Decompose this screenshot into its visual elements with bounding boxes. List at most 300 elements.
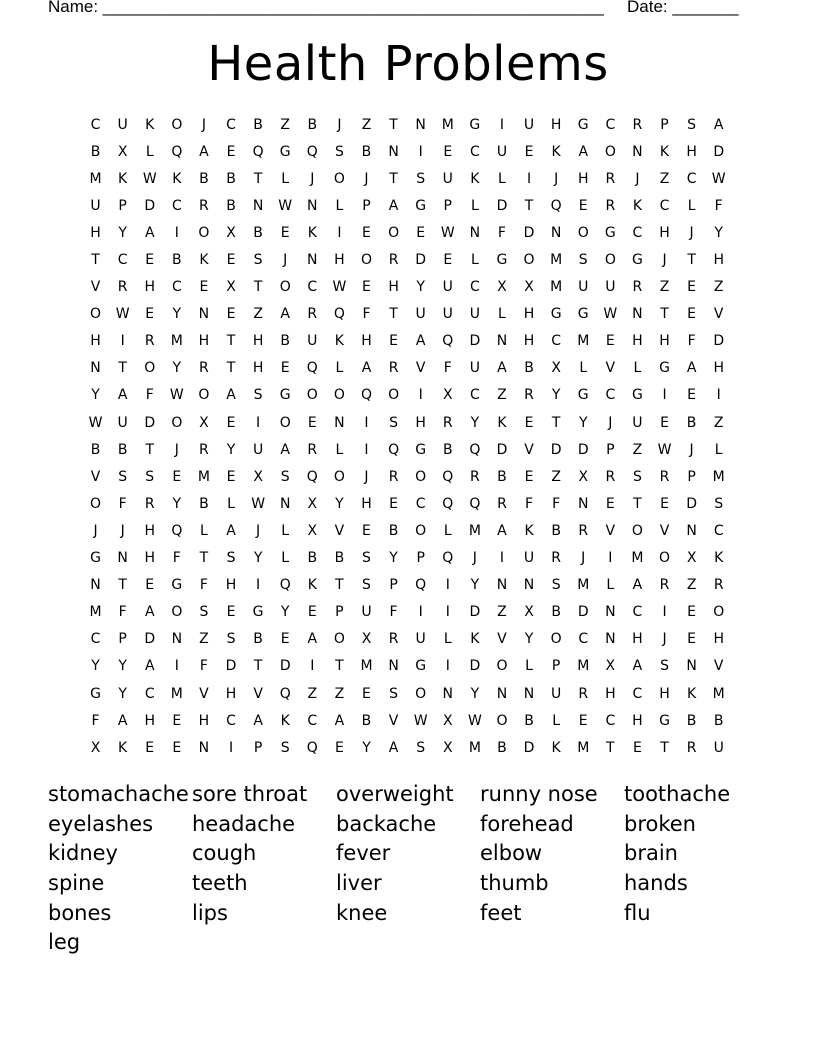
grid-letter: Q xyxy=(306,143,318,160)
grid-letter: P xyxy=(118,197,127,214)
grid-letter: B xyxy=(117,441,128,458)
grid-letter: H xyxy=(659,224,670,241)
grid-letter: H xyxy=(225,685,237,702)
grid-letter: U xyxy=(605,279,616,296)
grid-letter: D xyxy=(469,658,481,675)
grid-letter: E xyxy=(687,306,697,323)
grid-letter: N xyxy=(90,577,101,594)
grid-letter: I xyxy=(418,387,423,404)
grid-letter: K xyxy=(632,197,643,214)
grid-letter: Y xyxy=(524,631,534,648)
grid-letter: B xyxy=(361,143,372,160)
grid-letter: F xyxy=(172,550,181,567)
grid-letter: Y xyxy=(335,495,344,512)
grid-letter: C xyxy=(605,116,616,133)
grid-letter: G xyxy=(659,712,670,729)
grid-letter: J xyxy=(662,252,667,269)
grid-letter: K xyxy=(497,414,507,431)
grid-letter: B xyxy=(90,441,101,458)
grid-letter: S xyxy=(632,468,642,485)
grid-letter: Y xyxy=(172,495,182,512)
grid-letter: R xyxy=(497,495,507,512)
grid-letter: T xyxy=(524,197,534,214)
word-bank-item: feet xyxy=(480,900,522,925)
grid-letter: T xyxy=(660,306,669,323)
grid-letter: W xyxy=(413,712,428,729)
grid-letter: R xyxy=(605,468,616,485)
grid-letter: M xyxy=(577,333,590,350)
grid-letter: E xyxy=(416,224,426,241)
grid-letter: C xyxy=(659,197,670,214)
grid-letter: O xyxy=(659,550,671,567)
grid-letter: H xyxy=(550,116,562,133)
grid-letter: D xyxy=(523,739,535,756)
word-bank-item: lips xyxy=(192,900,228,925)
grid-letter: E xyxy=(660,495,669,512)
grid-letter: Y xyxy=(578,414,588,431)
grid-letter: O xyxy=(171,604,183,621)
grid-letter: E xyxy=(578,197,588,214)
grid-letter: H xyxy=(632,712,643,729)
grid-letter: C xyxy=(632,224,643,241)
grid-letter: O xyxy=(171,116,183,133)
grid-letter: T xyxy=(253,170,263,187)
grid-letter: Q xyxy=(306,468,318,485)
grid-letter: Q xyxy=(550,197,562,214)
grid-letter: A xyxy=(497,360,507,377)
grid-letter: J xyxy=(472,550,477,567)
grid-letter: K xyxy=(659,143,670,160)
grid-letter: Z xyxy=(659,170,670,187)
grid-letter: Y xyxy=(172,360,182,377)
grid-letter: P xyxy=(660,116,669,133)
grid-letter: H xyxy=(334,252,345,269)
grid-letter: O xyxy=(388,224,400,241)
grid-letter: V xyxy=(605,360,616,377)
grid-letter: Q xyxy=(171,143,183,160)
grid-letter: Y xyxy=(226,441,236,458)
grid-letter: K xyxy=(118,170,128,187)
grid-letter: I xyxy=(662,604,667,621)
grid-letter: H xyxy=(144,522,155,539)
grid-letter: S xyxy=(389,685,399,702)
grid-letter: I xyxy=(445,604,450,621)
grid-letter: L xyxy=(606,577,615,594)
grid-letter: O xyxy=(604,252,616,269)
grid-letter: P xyxy=(606,441,615,458)
grid-letter: B xyxy=(253,631,263,648)
grid-letter: W xyxy=(467,712,482,729)
grid-letter: Q xyxy=(252,143,264,160)
grid-letter: M xyxy=(631,550,644,567)
grid-letter: D xyxy=(686,495,697,512)
word-bank-item: backache xyxy=(336,811,437,836)
grid-letter: O xyxy=(577,224,589,241)
grid-letter: B xyxy=(172,252,182,269)
grid-letter: N xyxy=(117,550,128,567)
grid-letter: Q xyxy=(171,522,183,539)
grid-letter: C xyxy=(578,631,589,648)
grid-letter: X xyxy=(686,550,697,567)
word-bank-item: teeth xyxy=(192,871,248,896)
grid-letter: E xyxy=(362,522,371,539)
grid-letter: O xyxy=(550,631,562,648)
grid-letter: T xyxy=(335,577,344,594)
grid-letter: T xyxy=(389,170,398,187)
grid-letter: R xyxy=(605,170,616,187)
grid-letter: N xyxy=(388,143,399,160)
grid-letter: U xyxy=(523,116,535,133)
grid-letter: Q xyxy=(279,577,291,594)
grid-letter: C xyxy=(632,604,643,621)
grid-letter: Y xyxy=(118,658,127,675)
grid-letter: J xyxy=(662,631,667,648)
grid-letter: E xyxy=(145,739,155,756)
grid-letter: E xyxy=(687,387,697,404)
grid-letter: D xyxy=(415,252,427,269)
grid-letter: J xyxy=(581,550,586,567)
grid-letter: H xyxy=(659,685,670,702)
word-bank-item: hands xyxy=(624,871,688,896)
grid-letter: C xyxy=(226,116,236,133)
grid-letter: U xyxy=(632,414,643,431)
grid-letter: R xyxy=(144,333,155,350)
grid-letter: W xyxy=(440,224,455,241)
grid-letter: N xyxy=(686,658,697,675)
grid-letter: J xyxy=(256,522,261,539)
grid-letter: L xyxy=(443,631,452,648)
grid-letter: U xyxy=(713,739,724,756)
grid-letter: C xyxy=(605,387,616,404)
word-bank-item: eyelashes xyxy=(48,811,154,836)
grid-letter: B xyxy=(388,522,399,539)
grid-letter: J xyxy=(93,522,98,539)
word-bank-item: flu xyxy=(624,900,651,925)
grid-letter: D xyxy=(496,197,508,214)
word-bank-item: kidney xyxy=(48,841,118,866)
grid-letter: I xyxy=(418,143,423,160)
grid-letter: H xyxy=(577,170,589,187)
grid-letter: O xyxy=(333,631,345,648)
grid-letter: U xyxy=(361,604,372,621)
word-bank-item: cough xyxy=(192,841,257,866)
grid-letter: B xyxy=(551,604,561,621)
grid-letter: T xyxy=(226,360,236,377)
grid-letter: I xyxy=(526,170,532,187)
grid-letter: E xyxy=(226,143,236,160)
grid-letter: A xyxy=(226,387,236,404)
grid-letter: O xyxy=(90,495,102,512)
grid-letter: E xyxy=(226,414,236,431)
grid-letter: X xyxy=(90,739,101,756)
grid-letter: R xyxy=(199,197,209,214)
grid-letter: X xyxy=(199,414,209,431)
grid-letter: K xyxy=(118,739,128,756)
grid-letter: N xyxy=(632,306,643,323)
grid-letter: O xyxy=(415,468,427,485)
grid-letter: E xyxy=(443,143,453,160)
grid-letter: F xyxy=(714,197,723,214)
grid-letter: D xyxy=(144,197,156,214)
grid-letter: H xyxy=(523,333,535,350)
grid-letter: J xyxy=(201,116,206,133)
word-bank-item: thumb xyxy=(480,871,549,896)
grid-letter: G xyxy=(279,143,291,160)
grid-letter: N xyxy=(577,495,589,512)
grid-letter: C xyxy=(686,170,697,187)
grid-letter: E xyxy=(172,468,182,485)
grid-letter: C xyxy=(469,143,480,160)
grid-letter: B xyxy=(199,170,209,187)
grid-letter: U xyxy=(578,279,589,296)
grid-letter: D xyxy=(496,441,508,458)
grid-letter: D xyxy=(144,414,156,431)
grid-letter: W xyxy=(657,441,672,458)
grid-letter: A xyxy=(388,739,399,756)
grid-letter: Z xyxy=(253,306,263,323)
grid-letter: A xyxy=(578,143,589,160)
grid-letter: K xyxy=(334,333,344,350)
grid-letter: O xyxy=(306,387,318,404)
grid-letter: P xyxy=(118,631,127,648)
grid-letter: C xyxy=(171,279,182,296)
grid-letter: K xyxy=(145,116,155,133)
grid-letter: I xyxy=(310,658,315,675)
grid-letter: S xyxy=(280,468,290,485)
grid-letter: M xyxy=(89,170,102,187)
grid-letter: G xyxy=(631,387,643,404)
grid-letter: N xyxy=(307,197,318,214)
grid-letter: Q xyxy=(306,739,318,756)
grid-letter: H xyxy=(632,333,643,350)
grid-letter: H xyxy=(144,279,155,296)
grid-letter: L xyxy=(200,522,208,539)
grid-letter: O xyxy=(415,522,427,539)
grid-letter: T xyxy=(687,252,696,269)
grid-letter: O xyxy=(388,387,400,404)
grid-letter: S xyxy=(199,604,209,621)
grid-letter: H xyxy=(144,550,155,567)
grid-letter: U xyxy=(117,414,128,431)
grid-letter: K xyxy=(551,143,561,160)
grid-letter: D xyxy=(713,143,725,160)
grid-letter: P xyxy=(253,739,263,756)
grid-letter: B xyxy=(686,414,697,431)
grid-letter: A xyxy=(117,712,128,729)
grid-letter: N xyxy=(469,224,481,241)
grid-letter: T xyxy=(633,495,642,512)
grid-letter: Y xyxy=(389,550,398,567)
grid-letter: X xyxy=(253,468,263,485)
grid-letter: B xyxy=(497,468,507,485)
grid-letter: E xyxy=(145,252,155,269)
grid-letter: N xyxy=(198,739,210,756)
grid-letter: G xyxy=(577,306,589,323)
grid-letter: R xyxy=(144,495,155,512)
grid-letter: H xyxy=(252,360,264,377)
grid-letter: C xyxy=(307,279,318,296)
grid-letter: S xyxy=(226,631,236,648)
grid-letter: B xyxy=(226,197,236,214)
grid-letter: D xyxy=(713,333,725,350)
grid-letter: O xyxy=(279,279,291,296)
grid-letter: U xyxy=(415,631,426,648)
grid-letter: U xyxy=(252,441,264,458)
grid-letter: X xyxy=(605,658,616,675)
grid-letter: R xyxy=(713,577,724,594)
grid-letter: Q xyxy=(442,468,454,485)
grid-letter: Y xyxy=(416,279,425,296)
grid-letter: T xyxy=(389,306,398,323)
grid-letter: O xyxy=(333,387,345,404)
grid-letter: O xyxy=(523,252,535,269)
grid-letter: R xyxy=(551,550,561,567)
grid-letter: O xyxy=(171,414,183,431)
grid-letter: J xyxy=(120,522,125,539)
grid-letter: S xyxy=(578,252,588,269)
grid-letter: H xyxy=(686,143,697,160)
grid-letter: C xyxy=(226,712,236,729)
grid-letter: I xyxy=(445,577,450,594)
grid-letter: L xyxy=(633,360,642,377)
grid-letter: Y xyxy=(172,306,182,323)
grid-letter: N xyxy=(496,333,508,350)
grid-letter: L xyxy=(498,170,506,187)
grid-letter: F xyxy=(91,712,100,729)
grid-letter: J xyxy=(608,414,613,431)
grid-letter: X xyxy=(551,360,561,377)
grid-letter: T xyxy=(145,441,155,458)
grid-letter: N xyxy=(686,522,697,539)
name-field-line: Name: _____________________________________________________ xyxy=(48,0,604,16)
grid-letter: G xyxy=(577,387,589,404)
grid-letter: H xyxy=(90,224,101,241)
grid-letter: H xyxy=(361,333,372,350)
grid-letter: Y xyxy=(714,224,723,241)
grid-letter: F xyxy=(552,495,561,512)
grid-letter: N xyxy=(90,360,101,377)
grid-letter: Z xyxy=(307,685,318,702)
grid-letter: N xyxy=(523,685,535,702)
grid-letter: Y xyxy=(470,577,480,594)
grid-letter: S xyxy=(362,577,371,594)
word-bank-item: elbow xyxy=(480,841,543,866)
grid-letter: V xyxy=(415,360,426,377)
grid-letter: S xyxy=(660,658,669,675)
grid-letter: E xyxy=(226,252,236,269)
grid-letter: T xyxy=(389,116,398,133)
grid-letter: M xyxy=(89,604,102,621)
grid-letter: A xyxy=(388,197,399,214)
grid-letter: A xyxy=(280,441,290,458)
word-bank-item: toothache xyxy=(624,782,731,806)
grid-letter: P xyxy=(687,468,696,485)
date-field-line: Date: _______ xyxy=(627,0,739,16)
grid-letter: T xyxy=(118,577,127,594)
grid-letter: L xyxy=(552,712,561,729)
grid-letter: N xyxy=(307,252,318,269)
grid-letter: O xyxy=(496,712,508,729)
grid-letter: M xyxy=(170,685,183,702)
grid-letter: J xyxy=(689,441,694,458)
grid-letter: W xyxy=(251,495,266,512)
grid-letter: I xyxy=(256,414,261,431)
grid-letter: O xyxy=(198,387,210,404)
grid-letter: T xyxy=(253,279,263,296)
grid-letter: R xyxy=(307,306,318,323)
grid-letter: Q xyxy=(469,495,481,512)
grid-letter: E xyxy=(605,333,615,350)
grid-letter: O xyxy=(144,360,156,377)
grid-letter: W xyxy=(278,197,293,214)
grid-letter: L xyxy=(227,495,235,512)
grid-letter: Q xyxy=(415,577,427,594)
grid-letter: A xyxy=(117,387,128,404)
grid-letter: I xyxy=(608,550,613,567)
grid-letter: M xyxy=(577,577,590,594)
grid-letter: N xyxy=(442,685,453,702)
grid-letter: M xyxy=(170,333,183,350)
grid-letter: T xyxy=(199,550,209,567)
grid-letter: M xyxy=(577,739,590,756)
grid-letter: X xyxy=(307,495,318,512)
grid-letter: E xyxy=(145,577,155,594)
grid-letter: L xyxy=(335,360,344,377)
grid-letter: N xyxy=(523,577,535,594)
grid-letter: U xyxy=(469,306,480,323)
grid-letter: V xyxy=(713,306,724,323)
grid-letter: T xyxy=(226,333,236,350)
grid-letter: X xyxy=(442,739,453,756)
grid-letter: P xyxy=(362,197,371,214)
grid-letter: B xyxy=(524,712,534,729)
grid-letter: J xyxy=(174,441,179,458)
grid-letter: I xyxy=(174,224,179,241)
grid-letter: H xyxy=(605,685,616,702)
grid-letter: M xyxy=(577,658,590,675)
grid-letter: O xyxy=(279,414,291,431)
grid-letter: E xyxy=(307,604,317,621)
word-bank-item: liver xyxy=(336,871,382,896)
page-title: Health Problems xyxy=(207,36,609,92)
grid-letter: K xyxy=(470,170,480,187)
grid-letter: U xyxy=(442,306,453,323)
grid-letter: Y xyxy=(118,224,127,241)
grid-letter: A xyxy=(415,333,426,350)
grid-letter: J xyxy=(337,116,342,133)
grid-letter: K xyxy=(524,522,534,539)
grid-letter: V xyxy=(90,468,101,485)
grid-letter: Q xyxy=(279,685,291,702)
grid-letter: I xyxy=(418,604,423,621)
grid-letter: Y xyxy=(91,387,100,404)
grid-letter: C xyxy=(469,387,480,404)
grid-letter: E xyxy=(605,495,615,512)
grid-letter: L xyxy=(281,170,290,187)
grid-letter: K xyxy=(307,577,317,594)
grid-letter: H xyxy=(198,712,210,729)
grid-letter: S xyxy=(253,387,263,404)
grid-letter: R xyxy=(632,279,643,296)
grid-letter: E xyxy=(389,495,398,512)
grid-letter: G xyxy=(415,441,427,458)
grid-letter: Q xyxy=(388,441,400,458)
grid-letter: E xyxy=(362,224,371,241)
grid-letter: J xyxy=(635,170,640,187)
grid-letter: N xyxy=(279,495,291,512)
grid-letter: B xyxy=(334,550,345,567)
grid-letter: B xyxy=(280,333,290,350)
